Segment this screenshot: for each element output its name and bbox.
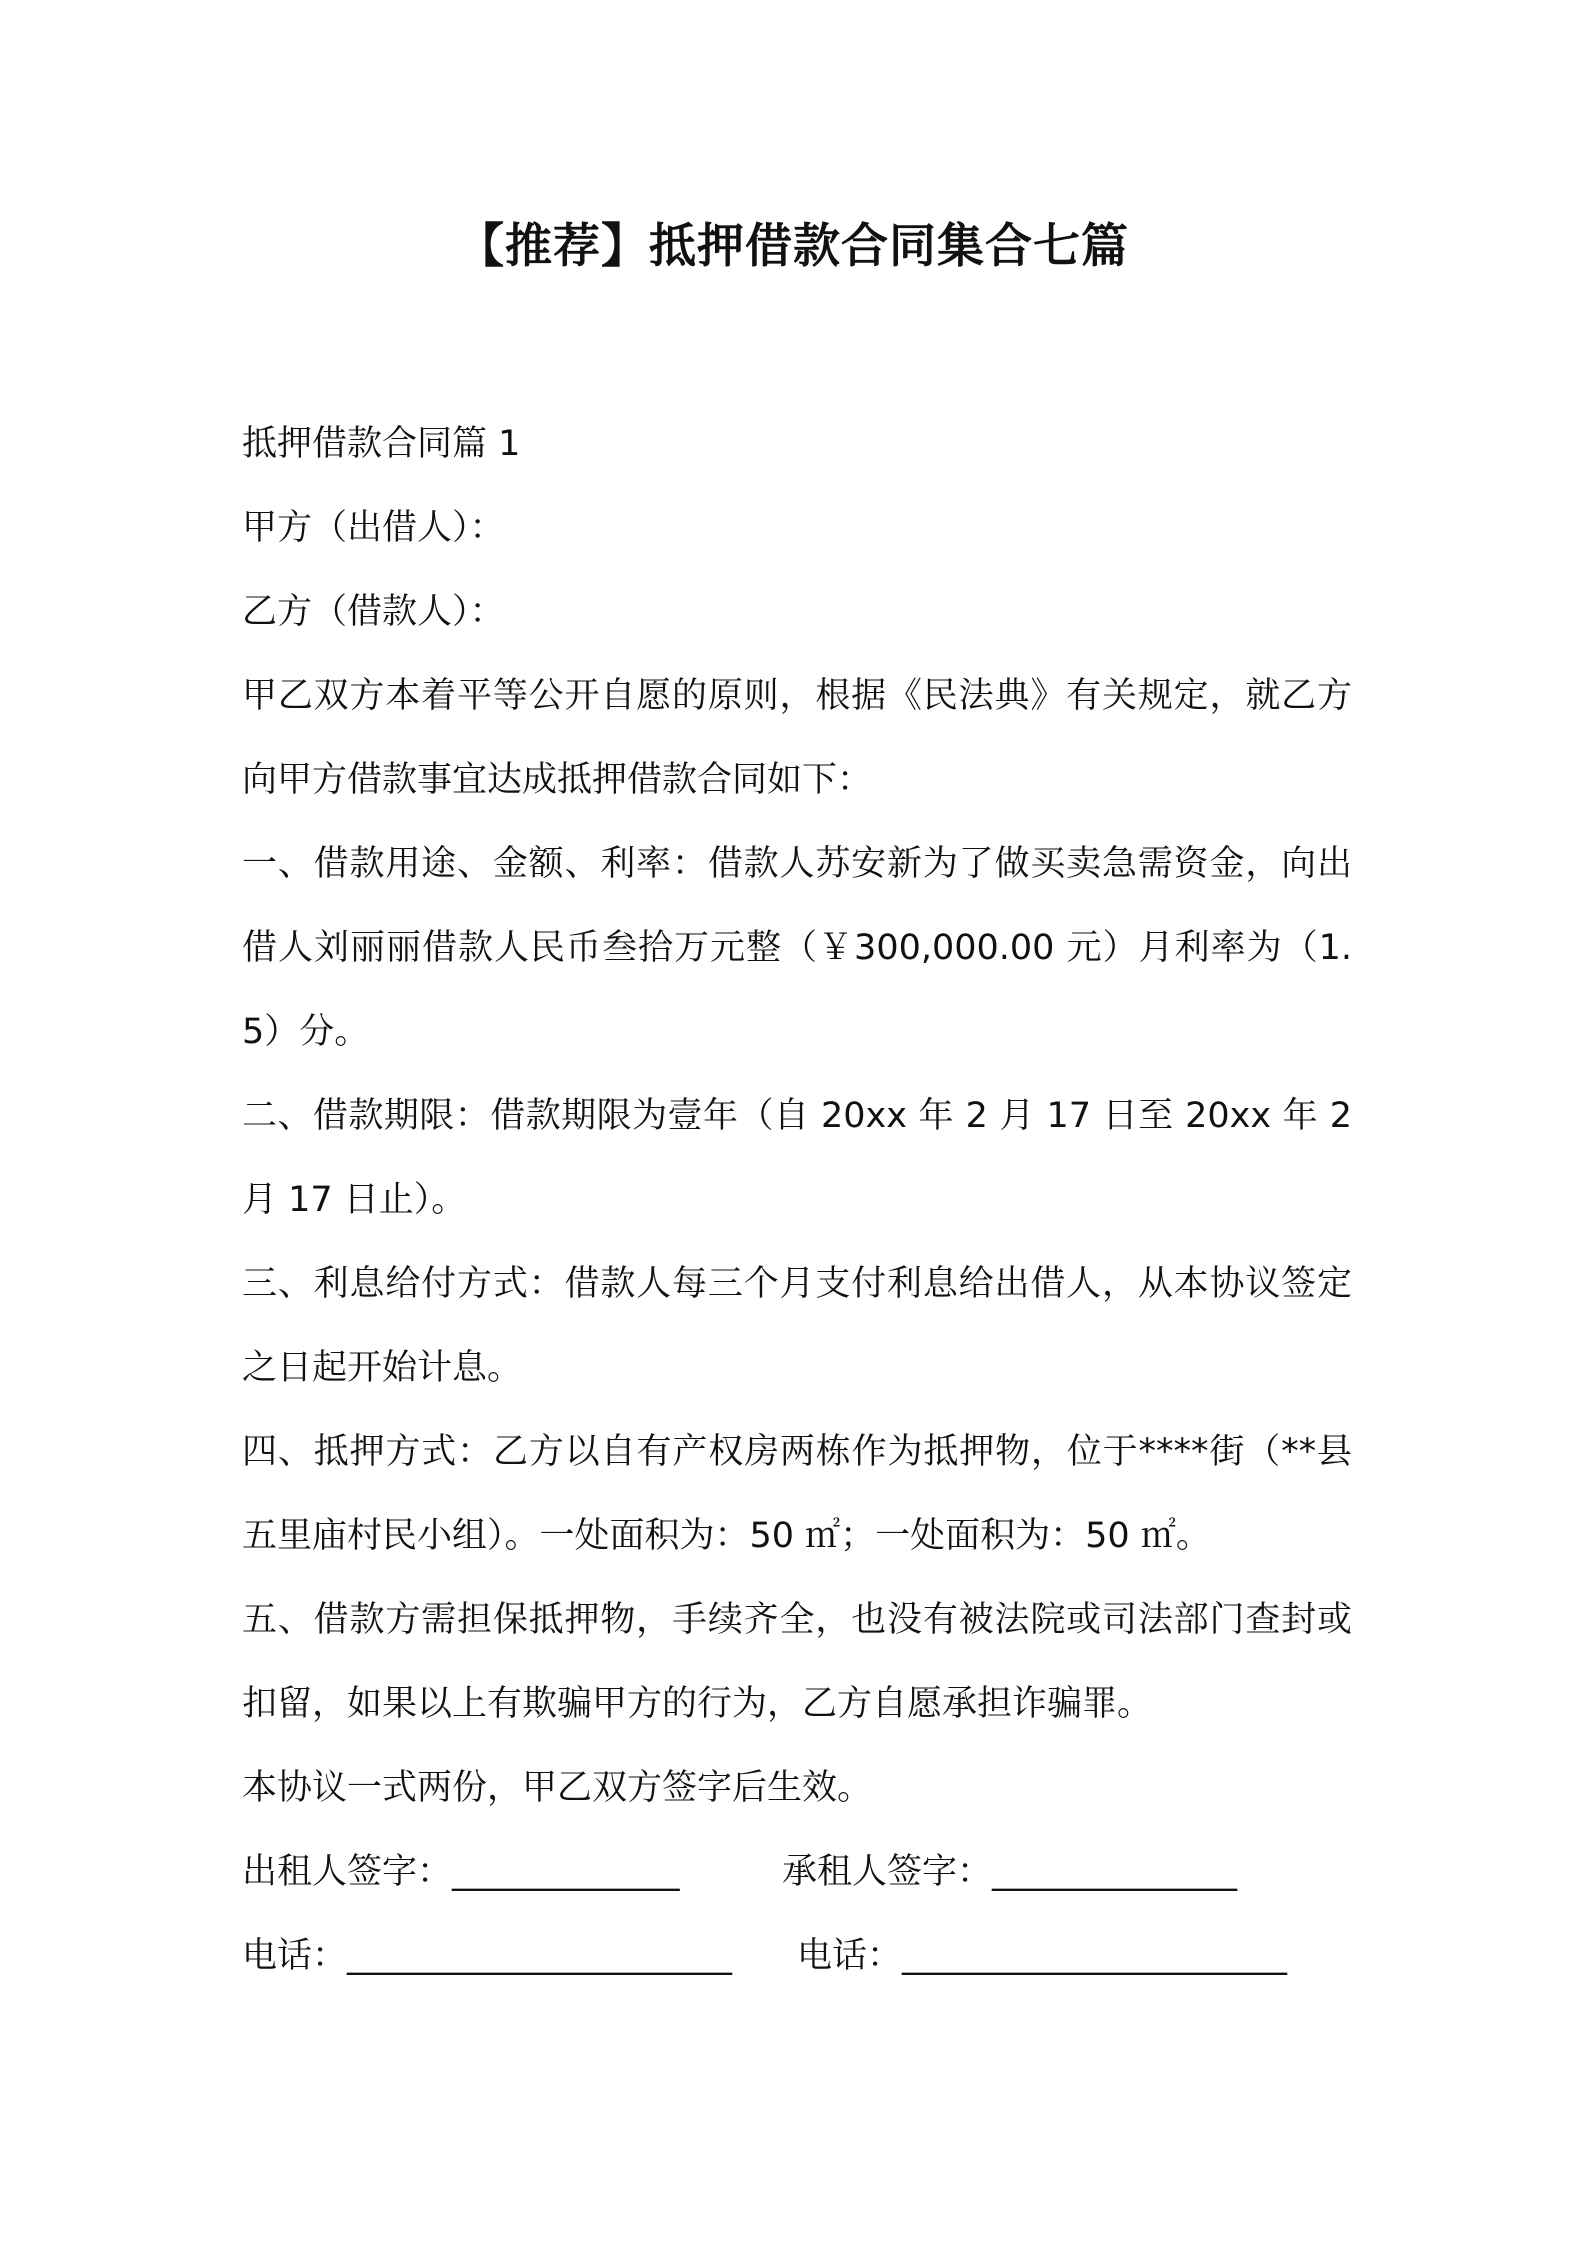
preamble-paragraph: 甲乙双方本着平等公开自愿的原则，根据《民法典》有关规定，就乙方向甲方借款事宜达成抵押借款合同如下： [242,676,1352,800]
phone-row [242,1914,1352,1998]
clause-1-paragraph: 一、借款用途、金额、利率：借款人苏安新为了做买卖急需资金，向出借人刘丽丽借款人民币叁拾万元整（￥300,000.00 元）月利率为（1.5）分。 [242,844,1352,1052]
clause-3-paragraph: 三、利息给付方式：借款人每三个月支付利息给出借人，从本协议签定之日起开始计息。 [242,1264,1352,1388]
phone-field-right: 电话：______________________ [797,1936,1288,1976]
clause-2-paragraph: 二、借款期限：借款期限为壹年（自 20xx 年 2 月 17 日至 20xx 年 2 月 17 日止）。 [242,1096,1364,1220]
party-a-line: 甲方（出借人）： [242,508,505,548]
clause-5-paragraph: 五、借款方需担保抵押物，手续齐全，也没有被法院或司法部门查封或扣留，如果以上有欺骗甲方的行为，乙方自愿承担诈骗罪。 [242,1600,1352,1724]
lessor-signature-field: 出租人签字：_____________ [242,1852,680,1892]
document-body [242,402,1364,1998]
section-heading: 抵押借款合同篇 1 [242,424,521,464]
document-title: 【推荐】抵押借款合同集合七篇 [457,219,1129,274]
lessee-signature-field: 承租人签字：______________ [782,1852,1238,1892]
party-b-line: 乙方（借款人）： [242,592,505,632]
clause-4-paragraph: 四、抵押方式：乙方以自有产权房两栋作为抵押物，位于****街（**县五里庙村民小组）。一处面积为：50 ㎡；一处面积为：50 ㎡。 [242,1432,1352,1556]
phone-field-left: 电话：______________________ [242,1936,733,1976]
validity-paragraph: 本协议一式两份，甲乙双方签字后生效。 [242,1768,873,1808]
signature-row [242,1830,1352,1914]
